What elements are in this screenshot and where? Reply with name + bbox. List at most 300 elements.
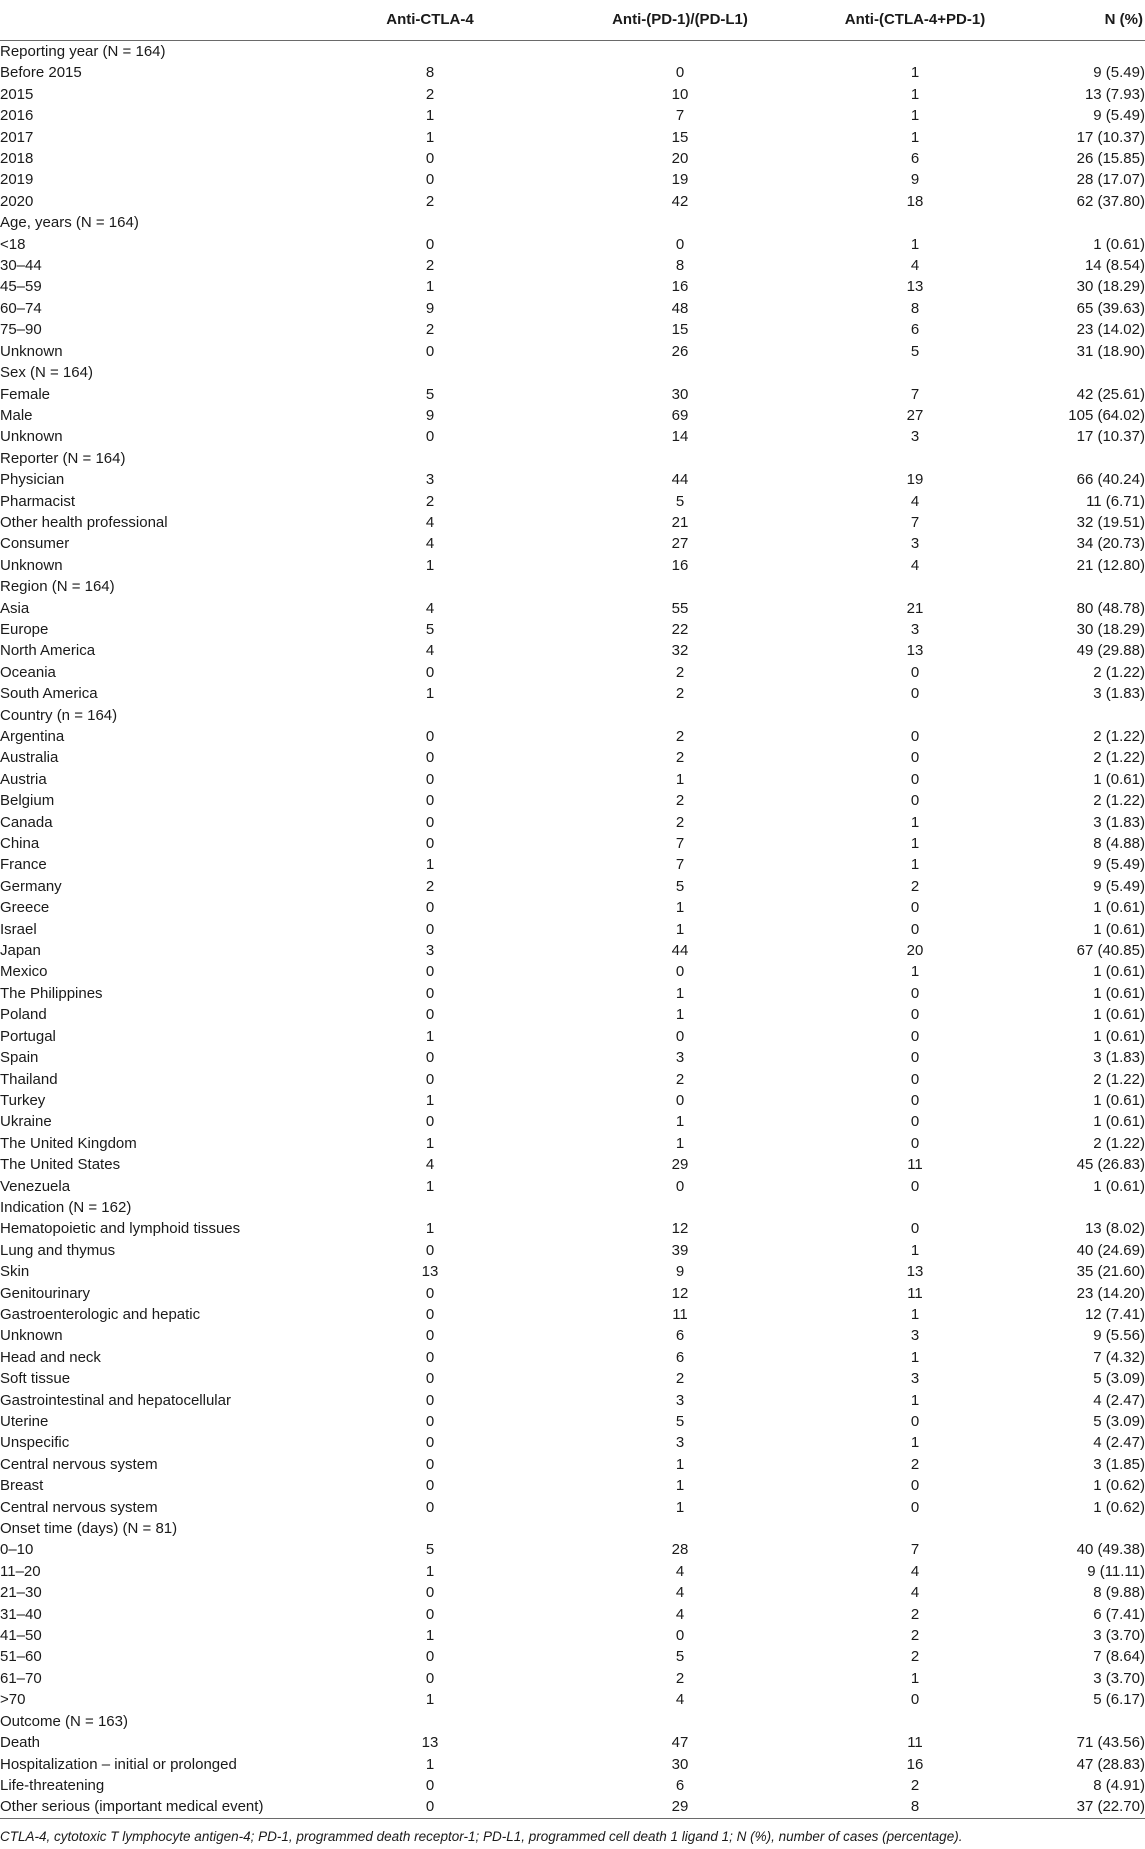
cell-anti-pd1-pdl1: 42 [671, 192, 689, 210]
row-label: North America [0, 642, 96, 660]
section-label: Onset time (days) (N = 81) [0, 1520, 178, 1538]
table-row [0, 1261, 1145, 1282]
cell-n-percent [1040, 1197, 1145, 1218]
row-label: Australia [0, 749, 59, 767]
cell-anti-pd1-pdl1: 2 [675, 749, 685, 767]
cell-anti-pd1-pdl1: 1 [675, 770, 685, 788]
cell-anti-ctla4: 1 [425, 128, 435, 146]
cell-anti-pd1-pdl1: 0 [675, 235, 685, 253]
cell-anti-ctla4: 0 [425, 428, 435, 446]
cell-anti-ctla4: 0 [425, 150, 435, 168]
row-label: The United States [0, 1156, 121, 1174]
cell-anti-pd1-pdl1: 0 [675, 1091, 685, 1109]
cell-anti-pd1-pdl1: 2 [675, 1070, 685, 1088]
cell-anti-ctla4 [290, 705, 570, 726]
cell-anti-ctla4: 13 [421, 1263, 439, 1281]
row-label: The Philippines [0, 984, 103, 1002]
table-row [0, 1240, 1145, 1261]
cell-n-percent: 4 (2.47) [1093, 1391, 1145, 1409]
row-label: Portugal [0, 1027, 56, 1045]
cell-anti-ctla4: 0 [425, 1413, 435, 1430]
table-row [0, 1154, 1145, 1175]
row-label: China [0, 835, 40, 853]
table-row [0, 854, 1145, 875]
cell-n-percent: 2 (1.22) [1093, 792, 1145, 810]
cell-anti-ctla4-pd1: 27 [906, 406, 924, 424]
cell-anti-ctla4: 0 [425, 1477, 435, 1495]
cell-n-percent: 17 (10.37) [1076, 128, 1145, 146]
row-label: Canada [0, 813, 53, 831]
cell-anti-pd1-pdl1: 2 [675, 728, 685, 745]
cell-anti-ctla4: 0 [425, 342, 435, 360]
cell-anti-pd1-pdl1: 0 [675, 1027, 685, 1045]
table-row [0, 426, 1145, 447]
cell-anti-ctla4: 1 [425, 856, 435, 874]
table-row [0, 940, 1145, 961]
cell-anti-pd1-pdl1 [570, 41, 790, 63]
cell-anti-pd1-pdl1: 16 [671, 556, 689, 574]
cell-n-percent: 1 (0.61) [1093, 1091, 1145, 1109]
section-label: Reporter (N = 164) [0, 449, 126, 467]
table-row [0, 1689, 1145, 1710]
table-row [0, 1604, 1145, 1625]
cell-anti-ctla4-pd1: 19 [906, 471, 924, 489]
cell-anti-ctla4 [290, 448, 570, 469]
section-header-row [0, 576, 1145, 597]
cell-anti-pd1-pdl1: 30 [671, 385, 689, 403]
table-body [0, 41, 1145, 1819]
cell-n-percent: 67 (40.85) [1076, 942, 1145, 960]
table-row [0, 148, 1145, 169]
section-label: Indication (N = 162) [0, 1198, 132, 1216]
cell-n-percent: 1 (0.61) [1093, 920, 1145, 938]
cell-anti-ctla4-pd1 [790, 448, 1040, 469]
cell-n-percent: 34 (20.73) [1076, 535, 1145, 553]
cell-n-percent: 1 (0.62) [1093, 1477, 1145, 1495]
cell-anti-ctla4-pd1: 0 [910, 1220, 920, 1238]
cell-n-percent: 3 (1.83) [1093, 813, 1145, 831]
cell-anti-pd1-pdl1: 48 [671, 299, 689, 317]
cell-anti-ctla4-pd1: 13 [906, 1263, 924, 1281]
cell-n-percent: 3 (3.70) [1093, 1627, 1145, 1645]
cell-anti-pd1-pdl1: 27 [671, 535, 689, 553]
cell-anti-ctla4-pd1 [790, 362, 1040, 383]
cell-anti-ctla4: 1 [425, 685, 435, 703]
cell-anti-pd1-pdl1: 3 [675, 1434, 685, 1452]
cell-anti-ctla4-pd1: 2 [910, 1605, 920, 1623]
table-row [0, 234, 1145, 255]
cell-anti-pd1-pdl1: 16 [671, 278, 689, 296]
table-footnote: CTLA-4, cytotoxic T lymphocyte antigen-4; PD-1, programmed death receptor-1; PD-L1, programmed cell death 1 ligand 1; N (%), number of cases (percentage). [0, 1829, 963, 1844]
cell-n-percent: 9 (11.11) [1087, 1562, 1145, 1580]
cell-anti-pd1-pdl1: 39 [671, 1241, 689, 1259]
header-anti-pd1-pdl1: Anti-(PD-1)/(PD-L1) [570, 0, 790, 41]
row-label: Europe [0, 620, 49, 638]
cell-anti-ctla4 [290, 1197, 570, 1218]
cell-anti-ctla4-pd1: 0 [910, 1691, 920, 1709]
cell-anti-pd1-pdl1: 29 [671, 1156, 689, 1174]
table-row [0, 876, 1145, 897]
cell-anti-ctla4: 0 [290, 1796, 570, 1818]
section-header-row [0, 448, 1145, 469]
cell-anti-ctla4-pd1: 1 [910, 813, 920, 831]
row-label: 31–40 [0, 1605, 42, 1623]
cell-anti-ctla4: 0 [425, 1241, 435, 1259]
table-row [0, 1390, 1145, 1411]
cell-anti-ctla4-pd1 [790, 1711, 1040, 1732]
cell-anti-ctla4: 1 [425, 1134, 435, 1152]
header-n-percent: N (%) [1040, 0, 1145, 41]
row-label: Venezuela [0, 1177, 71, 1195]
cell-anti-ctla4 [290, 1518, 570, 1539]
row-label: Other health professional [0, 513, 168, 531]
cell-n-percent: 5 (6.17) [1093, 1691, 1145, 1709]
cell-anti-ctla4: 0 [425, 1434, 435, 1452]
table-row [0, 405, 1145, 426]
cell-anti-ctla4-pd1: 3 [910, 1370, 920, 1388]
cell-n-percent: 3 (1.83) [1093, 685, 1145, 703]
cell-n-percent: 49 (29.88) [1076, 642, 1145, 660]
cell-n-percent: 65 (39.63) [1076, 299, 1145, 317]
row-label: Lung and thymus [0, 1241, 116, 1259]
cell-anti-pd1-pdl1: 2 [675, 685, 685, 703]
cell-n-percent: 1 (0.61) [1093, 1027, 1145, 1045]
header-anti-ctla4-pd1: Anti-(CTLA-4+PD-1) [790, 0, 1040, 41]
cell-anti-ctla4-pd1: 1 [910, 235, 920, 253]
cell-anti-ctla4: 0 [425, 984, 435, 1002]
cell-n-percent: 8 (4.91) [1093, 1776, 1145, 1794]
cell-n-percent [1040, 212, 1145, 233]
cell-anti-ctla4-pd1: 20 [906, 942, 924, 960]
cell-anti-pd1-pdl1: 7 [675, 835, 685, 853]
cell-anti-ctla4-pd1: 0 [910, 899, 920, 917]
cell-n-percent [1040, 1518, 1145, 1539]
cell-anti-pd1-pdl1: 26 [671, 342, 689, 360]
row-label: Central nervous system [0, 1498, 158, 1516]
cell-anti-ctla4-pd1: 1 [910, 835, 920, 853]
cell-anti-pd1-pdl1: 1 [675, 984, 685, 1002]
cell-anti-pd1-pdl1: 0 [675, 64, 685, 82]
cell-anti-pd1-pdl1: 2 [675, 1370, 685, 1388]
cell-anti-ctla4-pd1: 0 [910, 1477, 920, 1495]
table-row [0, 84, 1145, 105]
cell-n-percent: 13 (7.93) [1084, 85, 1145, 103]
cell-anti-pd1-pdl1 [570, 212, 790, 233]
cell-n-percent: 28 (17.07) [1076, 171, 1145, 189]
cell-anti-ctla4: 0 [425, 792, 435, 810]
cell-anti-ctla4-pd1: 7 [910, 385, 920, 403]
cell-anti-ctla4-pd1: 8 [790, 1796, 1040, 1818]
cell-n-percent: 4 (2.47) [1093, 1434, 1145, 1452]
row-label: 41–50 [0, 1627, 42, 1645]
table-row [0, 598, 1145, 619]
cell-anti-pd1-pdl1: 9 [675, 1263, 685, 1281]
cell-anti-ctla4-pd1: 1 [910, 1391, 920, 1409]
cell-n-percent: 1 (0.61) [1093, 1113, 1145, 1131]
cell-anti-ctla4-pd1: 13 [906, 278, 924, 296]
row-label: Thailand [0, 1070, 58, 1088]
cell-anti-ctla4: 4 [425, 642, 435, 660]
row-label: Unknown [0, 342, 63, 360]
cell-anti-ctla4-pd1: 4 [910, 556, 920, 574]
cell-anti-pd1-pdl1: 5 [675, 1413, 685, 1430]
cell-anti-pd1-pdl1: 55 [671, 599, 689, 617]
cell-anti-ctla4-pd1: 4 [910, 1562, 920, 1580]
table-row [0, 1069, 1145, 1090]
table-row [0, 1475, 1145, 1496]
cell-anti-ctla4-pd1: 8 [910, 299, 920, 317]
cell-anti-ctla4-pd1: 0 [910, 984, 920, 1002]
row-label: Greece [0, 899, 50, 917]
cell-anti-ctla4-pd1 [790, 576, 1040, 597]
table-row [0, 1133, 1145, 1154]
cell-n-percent: 9 (5.49) [1093, 64, 1145, 82]
cell-anti-ctla4: 0 [425, 1070, 435, 1088]
cell-anti-ctla4-pd1: 1 [910, 107, 920, 125]
row-label: Before 2015 [0, 64, 82, 82]
cell-n-percent: 1 (0.62) [1093, 1498, 1145, 1516]
cell-anti-ctla4-pd1: 1 [910, 856, 920, 874]
cell-anti-ctla4-pd1: 1 [910, 1348, 920, 1366]
cell-anti-pd1-pdl1: 6 [675, 1348, 685, 1366]
cell-anti-pd1-pdl1 [570, 1711, 790, 1732]
cell-anti-ctla4: 0 [425, 663, 435, 681]
cell-anti-ctla4: 0 [425, 1605, 435, 1623]
cell-anti-pd1-pdl1: 2 [675, 1669, 685, 1687]
cell-anti-pd1-pdl1: 4 [675, 1605, 685, 1623]
row-label: 30–44 [0, 257, 42, 275]
cell-anti-pd1-pdl1: 5 [675, 492, 685, 510]
cell-anti-pd1-pdl1: 3 [675, 1391, 685, 1409]
row-label: 51–60 [0, 1648, 42, 1666]
cell-anti-pd1-pdl1: 1 [675, 1477, 685, 1495]
table-row [0, 1796, 1145, 1818]
row-label: Belgium [0, 792, 55, 810]
cell-anti-pd1-pdl1: 4 [675, 1584, 685, 1602]
row-label: Other serious (important medical event) [0, 1796, 290, 1818]
cell-anti-pd1-pdl1: 14 [671, 428, 689, 446]
cell-anti-pd1-pdl1 [570, 1518, 790, 1539]
cell-anti-ctla4: 1 [425, 556, 435, 574]
table-header-row [0, 0, 1145, 41]
row-label: 60–74 [0, 299, 42, 317]
table-row [0, 683, 1145, 704]
cell-anti-pd1-pdl1 [570, 1197, 790, 1218]
cell-anti-ctla4-pd1: 5 [910, 342, 920, 360]
cell-anti-pd1-pdl1: 1 [675, 1498, 685, 1516]
row-label: Israel [0, 920, 37, 938]
cell-anti-ctla4 [290, 362, 570, 383]
row-label: Poland [0, 1006, 47, 1024]
cell-n-percent: 21 (12.80) [1076, 556, 1145, 574]
cell-anti-ctla4: 0 [425, 1348, 435, 1366]
section-header-row [0, 1711, 1145, 1732]
row-label: Unknown [0, 556, 63, 574]
row-label: Uterine [0, 1413, 49, 1430]
cell-anti-ctla4-pd1: 1 [910, 1434, 920, 1452]
row-label: Japan [0, 942, 41, 960]
table-row [0, 469, 1145, 490]
cell-n-percent: 9 (5.49) [1093, 877, 1145, 895]
cell-anti-ctla4: 0 [425, 1370, 435, 1388]
row-label: Death [0, 1734, 41, 1752]
row-label: 11–20 [0, 1562, 41, 1580]
cell-anti-ctla4-pd1 [790, 705, 1040, 726]
cell-anti-ctla4-pd1: 0 [910, 749, 920, 767]
cell-n-percent: 9 (5.56) [1093, 1327, 1145, 1345]
row-label: Skin [0, 1263, 30, 1281]
cell-anti-ctla4: 0 [425, 1284, 435, 1302]
cell-anti-ctla4-pd1: 7 [910, 1541, 920, 1559]
cell-n-percent: 31 (18.90) [1076, 342, 1145, 360]
table-row [0, 1539, 1145, 1560]
table-row [0, 1304, 1145, 1325]
cell-anti-ctla4: 2 [425, 85, 435, 103]
section-header-row [0, 41, 1145, 63]
table-row [0, 1111, 1145, 1132]
section-label: Age, years (N = 164) [0, 214, 139, 232]
cell-anti-ctla4: 3 [425, 942, 435, 960]
cell-anti-pd1-pdl1: 21 [671, 513, 689, 531]
cell-n-percent: 1 (0.61) [1093, 1006, 1145, 1024]
cell-anti-ctla4-pd1: 2 [910, 877, 920, 895]
cell-anti-pd1-pdl1: 15 [671, 128, 689, 146]
cell-anti-ctla4: 2 [425, 877, 435, 895]
cell-anti-ctla4-pd1: 1 [910, 1669, 920, 1687]
row-label: Hematopoietic and lymphoid tissues [0, 1220, 241, 1238]
cell-anti-pd1-pdl1: 19 [671, 171, 689, 189]
row-label: Mexico [0, 963, 48, 981]
table-row [0, 533, 1145, 554]
cell-anti-pd1-pdl1: 15 [671, 321, 689, 339]
cell-anti-pd1-pdl1: 12 [671, 1284, 689, 1302]
row-label: 2019 [0, 171, 34, 189]
table-row [0, 662, 1145, 683]
cell-anti-ctla4-pd1: 0 [910, 1049, 920, 1067]
cell-anti-ctla4: 0 [425, 920, 435, 938]
table-row [0, 1454, 1145, 1475]
table-row [0, 1283, 1145, 1304]
row-label: >70 [0, 1691, 26, 1709]
cell-anti-ctla4: 0 [425, 963, 435, 981]
cell-anti-ctla4 [290, 576, 570, 597]
cell-n-percent: 7 (8.64) [1093, 1648, 1145, 1666]
cell-n-percent: 5 (3.09) [1093, 1370, 1145, 1388]
cell-n-percent: 30 (18.29) [1076, 278, 1145, 296]
cell-n-percent [1040, 448, 1145, 469]
cell-anti-pd1-pdl1: 44 [671, 942, 689, 960]
cell-anti-ctla4: 0 [425, 1391, 435, 1409]
cell-n-percent [1040, 41, 1145, 63]
cell-n-percent: 9 (5.49) [1093, 856, 1145, 874]
table-row [0, 1218, 1145, 1239]
row-label: Asia [0, 599, 30, 617]
section-label: Country (n = 164) [0, 706, 118, 724]
cell-anti-pd1-pdl1: 10 [671, 85, 689, 103]
cell-anti-ctla4: 1 [425, 1177, 435, 1195]
cell-n-percent: 66 (40.24) [1076, 471, 1145, 489]
cell-anti-pd1-pdl1: 0 [675, 963, 685, 981]
row-label: 21–30 [0, 1584, 42, 1602]
cell-n-percent: 71 (43.56) [1076, 1734, 1145, 1752]
cell-anti-ctla4-pd1: 7 [910, 513, 920, 531]
table-row [0, 491, 1145, 512]
table-row [0, 747, 1145, 768]
cell-anti-pd1-pdl1: 32 [671, 642, 689, 660]
row-label: Unknown [0, 1327, 63, 1345]
cell-anti-ctla4: 0 [425, 171, 435, 189]
cell-anti-ctla4: 1 [425, 1755, 435, 1773]
table-row [0, 1368, 1145, 1389]
row-label: Physician [0, 471, 65, 489]
cell-anti-ctla4-pd1: 13 [906, 642, 924, 660]
cell-anti-pd1-pdl1: 1 [675, 1006, 685, 1024]
row-label: Turkey [0, 1091, 46, 1109]
cell-anti-ctla4-pd1: 6 [910, 150, 920, 168]
cell-anti-ctla4-pd1: 16 [906, 1755, 924, 1773]
section-header-row [0, 362, 1145, 383]
row-label: Hospitalization – initial or prolonged [0, 1755, 237, 1773]
section-label: Reporting year (N = 164) [0, 43, 166, 60]
cell-anti-pd1-pdl1: 47 [671, 1734, 689, 1752]
cell-n-percent: 8 (4.88) [1093, 835, 1145, 853]
cell-anti-ctla4-pd1: 1 [910, 128, 920, 146]
cell-anti-ctla4-pd1: 0 [910, 1177, 920, 1195]
cell-n-percent: 8 (9.88) [1093, 1584, 1145, 1602]
row-label: 61–70 [0, 1669, 42, 1687]
cell-anti-ctla4-pd1: 3 [910, 1327, 920, 1345]
cell-n-percent: 30 (18.29) [1076, 620, 1145, 638]
cell-anti-pd1-pdl1: 2 [675, 792, 685, 810]
section-header-row [0, 1518, 1145, 1539]
cell-n-percent [1040, 1711, 1145, 1732]
row-label: Life-threatening [0, 1776, 105, 1794]
cell-anti-ctla4: 0 [425, 1327, 435, 1345]
row-label: Soft tissue [0, 1370, 71, 1388]
cell-n-percent: 1 (0.61) [1093, 770, 1145, 788]
table-row [0, 105, 1145, 126]
cell-anti-ctla4-pd1 [790, 212, 1040, 233]
table-row [0, 276, 1145, 297]
table-row [0, 1497, 1145, 1518]
table-row [0, 1646, 1145, 1667]
cell-anti-ctla4: 0 [425, 835, 435, 853]
cell-n-percent: 2 (1.22) [1093, 1070, 1145, 1088]
cell-n-percent: 1 (0.61) [1093, 899, 1145, 917]
cell-n-percent: 5 (3.09) [1093, 1413, 1145, 1430]
table-row [0, 1347, 1145, 1368]
cell-n-percent: 40 (24.69) [1076, 1241, 1145, 1259]
cell-anti-ctla4: 0 [425, 1648, 435, 1666]
row-label: Consumer [0, 535, 70, 553]
cell-anti-ctla4 [290, 212, 570, 233]
cell-anti-ctla4-pd1: 0 [910, 1113, 920, 1131]
cell-anti-ctla4-pd1: 18 [906, 192, 924, 210]
cell-anti-ctla4: 9 [425, 406, 435, 424]
cell-anti-pd1-pdl1: 4 [675, 1562, 685, 1580]
cell-n-percent: 23 (14.02) [1076, 321, 1145, 339]
cell-anti-ctla4: 0 [425, 1305, 435, 1323]
cell-anti-ctla4-pd1: 1 [910, 85, 920, 103]
section-header-row [0, 212, 1145, 233]
table-row [0, 961, 1145, 982]
cell-anti-ctla4-pd1: 0 [910, 1498, 920, 1516]
cell-anti-ctla4-pd1 [790, 1197, 1040, 1218]
cell-anti-pd1-pdl1: 11 [672, 1305, 688, 1323]
cell-n-percent: 2 (1.22) [1093, 728, 1145, 745]
row-label: 2018 [0, 150, 34, 168]
table-row [0, 191, 1145, 212]
